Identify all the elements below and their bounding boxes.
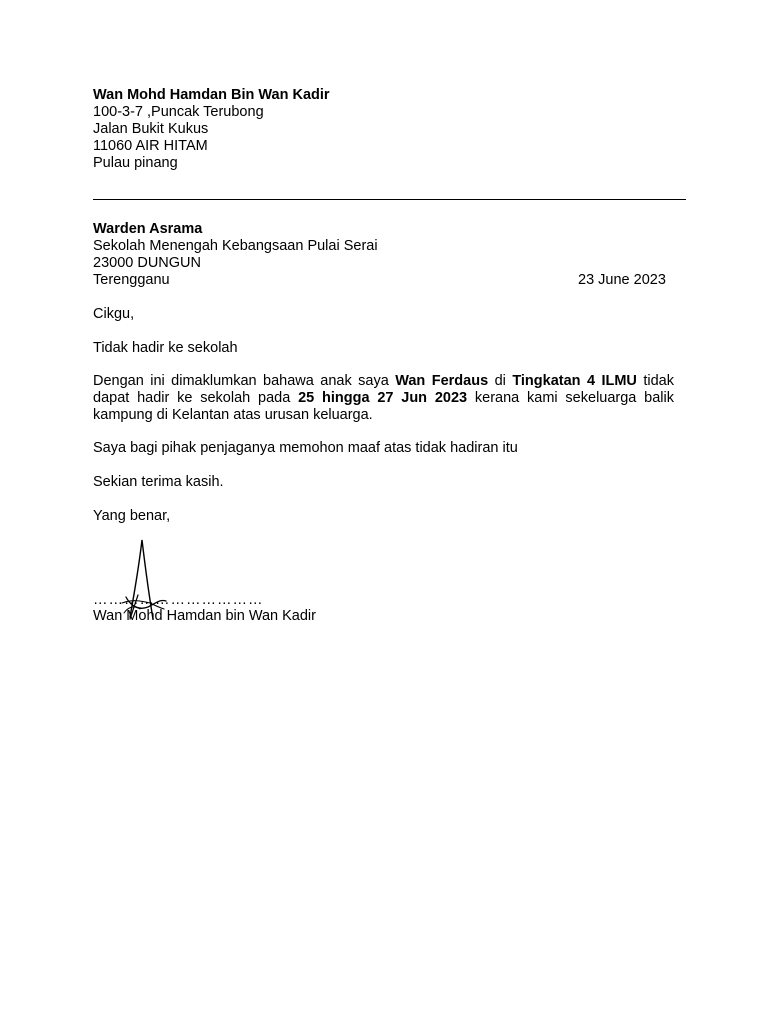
letter-subject: Tidak hadir ke sekolah: [93, 340, 238, 356]
recipient-address-line: Sekolah Menengah Kebangsaan Pulai Serai: [93, 238, 378, 254]
signature-dotted-line: ……………………………: [93, 592, 264, 608]
recipient-address-line: Terengganu: [93, 272, 170, 288]
student-name: Wan Ferdaus: [395, 373, 489, 389]
sender-address-line: 100-3-7 ,Puncak Terubong: [93, 104, 264, 120]
sender-address-line: Pulau pinang: [93, 155, 178, 171]
body-text: tidak dapat hadir ke sekolah pada: [93, 373, 674, 406]
recipient-block: [93, 221, 378, 289]
body-text: Dengan ini dimaklumkan bahawa anak saya: [93, 373, 396, 389]
sender-block: [93, 87, 330, 172]
closing: Yang benar,: [93, 508, 171, 524]
sender-address-line: 11060 AIR HITAM: [93, 138, 208, 154]
body-paragraph-3: Sekian terima kasih.: [93, 474, 224, 490]
sender-name: Wan Mohd Hamdan Bin Wan Kadir: [93, 87, 330, 103]
letter-date: 23 June 2023: [578, 272, 666, 288]
salutation: Cikgu,: [93, 306, 135, 322]
divider-line: [93, 199, 686, 200]
body-paragraph-2: Saya bagi pihak penjaganya memohon maaf atas tidak hadiran itu: [93, 440, 518, 456]
sender-address-line: Jalan Bukit Kukus: [93, 121, 209, 137]
recipient-title: Warden Asrama: [93, 221, 203, 237]
body-text: di: [488, 373, 513, 389]
body-text: kerana kami sekeluarga balik kampung di Kelantan atas urusan keluarga.: [93, 390, 674, 423]
body-paragraph-1: [93, 373, 674, 424]
student-class: Tingkatan 4 ILMU: [512, 373, 637, 389]
signatory-name: Wan Mohd Hamdan bin Wan Kadir: [93, 608, 316, 624]
absence-dates: 25 hingga 27 Jun 2023: [298, 390, 468, 406]
recipient-address-line: 23000 DUNGUN: [93, 255, 201, 271]
